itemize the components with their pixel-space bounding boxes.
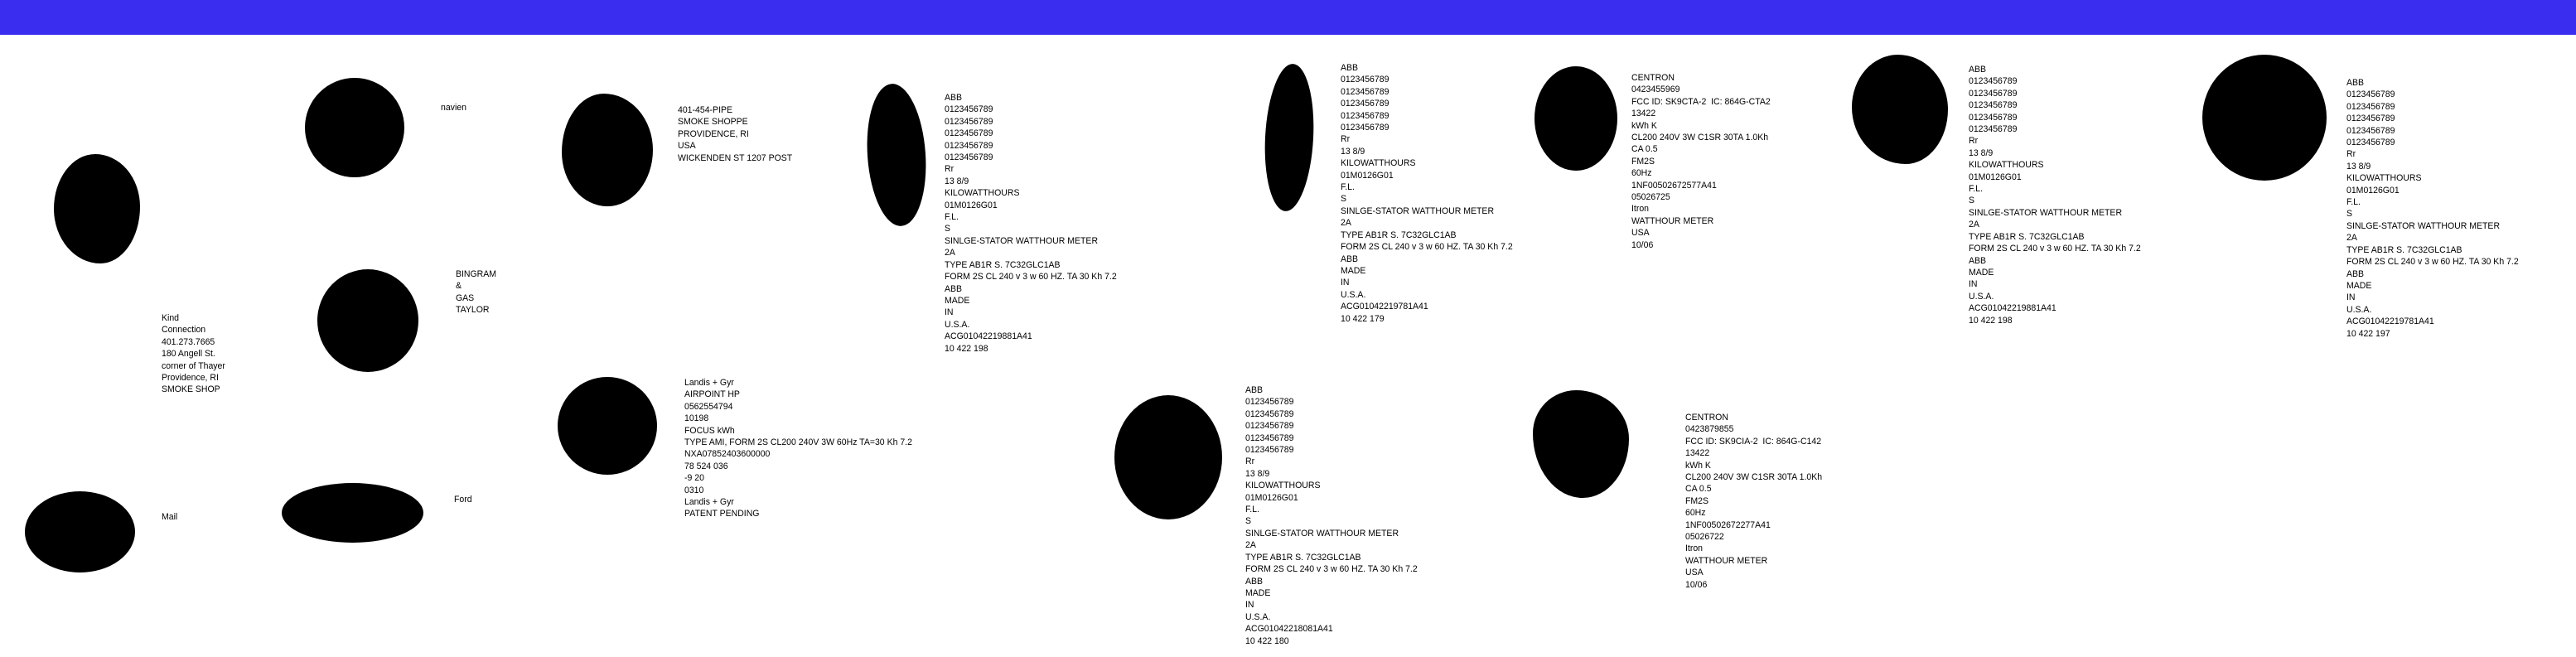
blob-bingram xyxy=(317,269,418,372)
top-banner xyxy=(0,0,2576,35)
label-abb-5: ABB 0123456789 0123456789 0123456789 0123456789 0123456789 Rr 13 8/9 KILOWATTHOURS 01M0126G01 F.L. S SINLGE-STATOR WATTHOUR METER 2A TYPE AB1R S. 7C32GLC1AB FORM 2S CL 240 v 3 w 60 HZ. TA 30 Kh 7.2 ABB MADE IN U.S.A. ACG01042219781A41 10 422 197 xyxy=(2346,78,2519,339)
blob-centron-1 xyxy=(1534,66,1617,171)
blob-abb-4 xyxy=(1852,55,1948,164)
blob-abb-2 xyxy=(1114,395,1222,519)
blob-mail xyxy=(25,491,135,572)
blob-kind xyxy=(54,154,140,263)
blob-centron-2 xyxy=(1533,390,1629,498)
label-centron-1: CENTRON 0423455969 FCC ID: SK9CTA-2 IC: 864G-CTA2 13422 kWh K CL200 240V 3W C1SR 30TA 1.0Kh CA 0.5 FM2S 60Hz 1NF00502672577A41 05026725 Itron WATTHOUR METER USA 10/06 xyxy=(1631,73,1771,250)
blob-abb-1 xyxy=(863,82,930,228)
blob-pipe xyxy=(562,94,653,206)
blob-navien xyxy=(305,78,404,177)
label-abb-2: ABB 0123456789 0123456789 0123456789 0123456789 0123456789 Rr 13 8/9 KILOWATTHOURS 01M0126G01 F.L. S SINLGE-STATOR WATTHOUR METER 2A TYPE AB1R S. 7C32GLC1AB FORM 2S CL 240 v 3 w 60 HZ. TA 30 Kh 7.2 ABB MADE IN U.S.A. ACG01042218081A41 10 422 180 xyxy=(1245,385,1418,646)
label-abb-1: ABB 0123456789 0123456789 0123456789 0123456789 0123456789 Rr 13 8/9 KILOWATTHOURS 01M0126G01 F.L. S SINLGE-STATOR WATTHOUR METER 2A TYPE AB1R S. 7C32GLC1AB FORM 2S CL 240 v 3 w 60 HZ. TA 30 Kh 7.2 ABB MADE IN U.S.A. ACG01042219881A41 10 422 198 xyxy=(945,93,1117,354)
label-ford: Ford xyxy=(454,495,472,505)
label-abb-4: ABB 0123456789 0123456789 0123456789 0123456789 0123456789 Rr 13 8/9 KILOWATTHOURS 01M0126G01 F.L. S SINLGE-STATOR WATTHOUR METER 2A TYPE AB1R S. 7C32GLC1AB FORM 2S CL 240 v 3 w 60 HZ. TA 30 Kh 7.2 ABB MADE IN U.S.A. ACG01042219881A41 10 422 198 xyxy=(1969,65,2141,326)
blob-ford xyxy=(282,483,423,543)
blob-abb-5 xyxy=(2202,55,2327,181)
label-navien: navien xyxy=(441,103,466,113)
label-mail: Mail xyxy=(162,512,178,522)
label-abb-3: ABB 0123456789 0123456789 0123456789 0123456789 0123456789 Rr 13 8/9 KILOWATTHOURS 01M0126G01 F.L. S SINLGE-STATOR WATTHOUR METER 2A TYPE AB1R S. 7C32GLC1AB FORM 2S CL 240 v 3 w 60 HZ. TA 30 Kh 7.2 ABB MADE IN U.S.A. ACG01042219781A41 10 422 179 xyxy=(1341,63,1513,324)
label-kind: Kind Connection 401.273.7665 180 Angell St. corner of Thayer Providence, RI SMOKE SHOP xyxy=(162,313,225,395)
label-landis: Landis + Gyr AIRPOINT HP 0562554794 10198 FOCUS kWh TYPE AMI, FORM 2S CL200 240V 3W 60Hz TA=30 Kh 7.2 NXA07852403600000 78 524 036 -9 20 0310 Landis + Gyr PATENT PENDING xyxy=(684,378,912,519)
blob-landis xyxy=(558,377,657,475)
label-bingram: BINGRAM & GAS TAYLOR xyxy=(456,269,497,316)
blob-abb-3 xyxy=(1261,63,1317,213)
label-centron-2: CENTRON 0423879855 FCC ID: SK9CIA-2 IC: 864G-C142 13422 kWh K CL200 240V 3W C1SR 30TA 1.0Kh CA 0.5 FM2S 60Hz 1NF00502672277A41 05026722 Itron WATTHOUR METER USA 10/06 xyxy=(1685,413,1823,590)
label-pipe: 401-454-PIPE SMOKE SHOPPE PROVIDENCE, RI USA WICKENDEN ST 1207 POST xyxy=(678,105,793,163)
